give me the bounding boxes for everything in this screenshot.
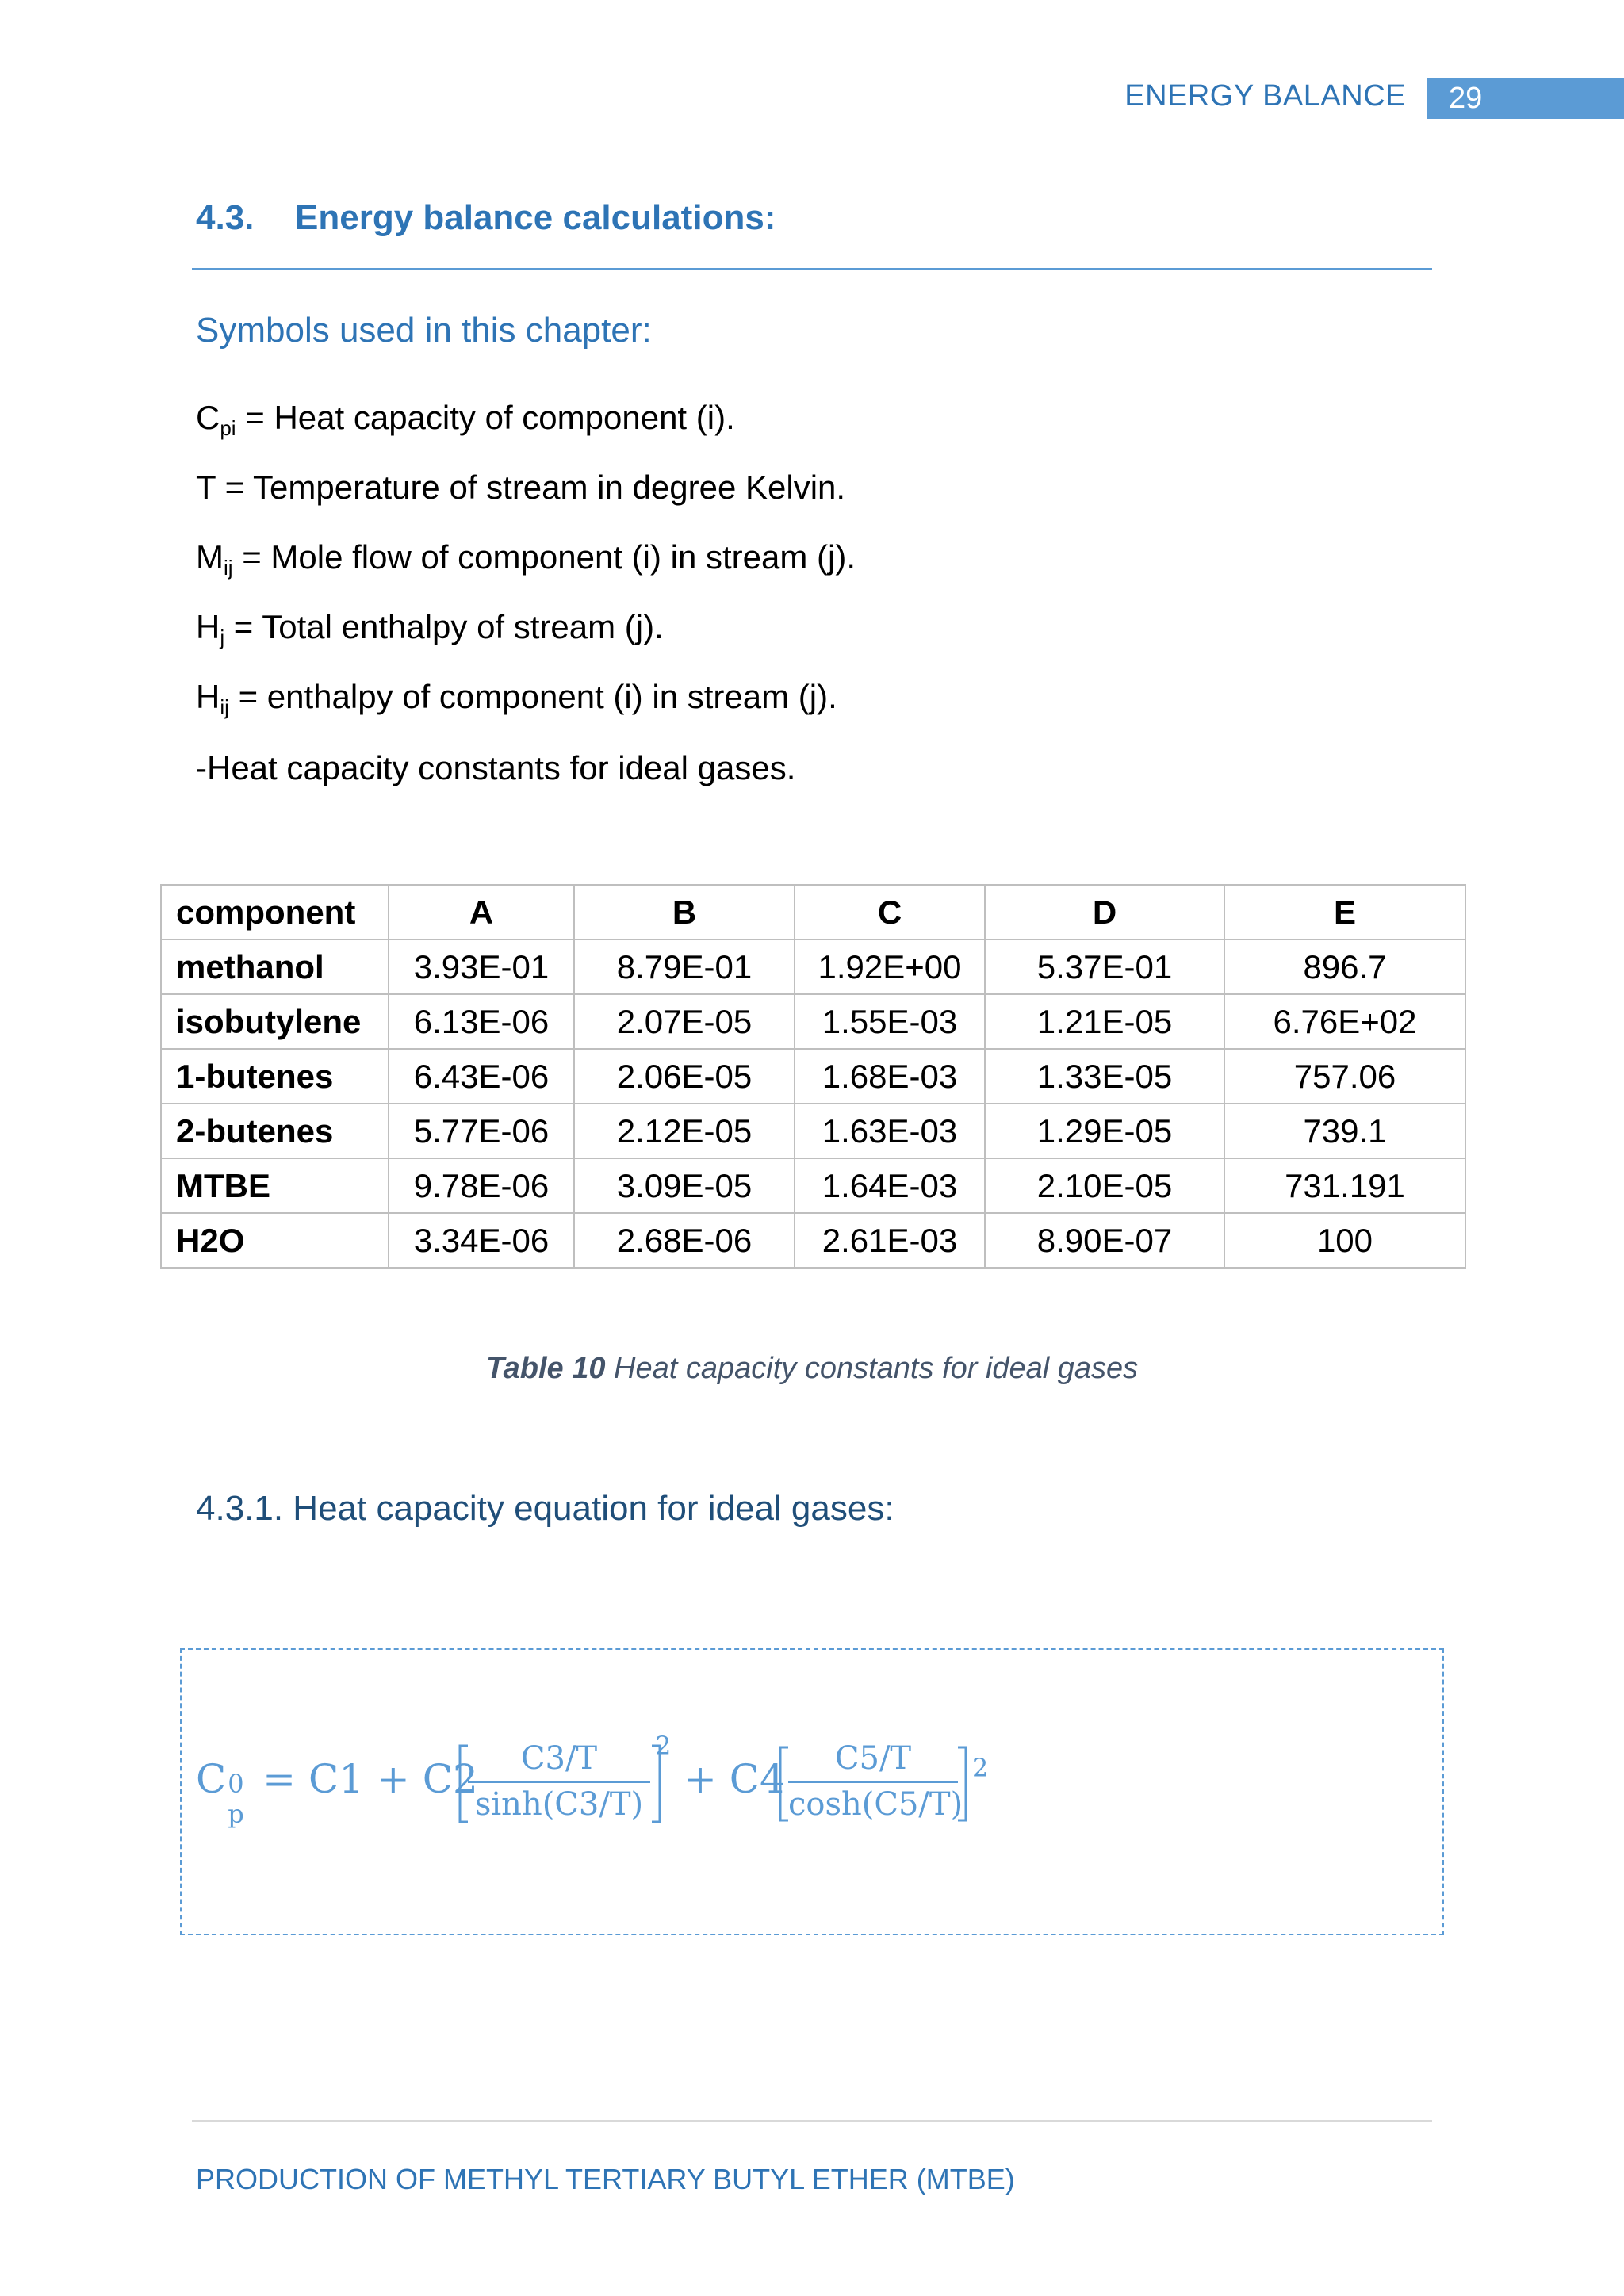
table-cell: 100 [1224, 1213, 1465, 1268]
definition-mij [196, 538, 856, 580]
table-cell: 757.06 [1224, 1049, 1465, 1104]
table-header-row [161, 885, 1465, 939]
table-cell: 1.64E-03 [795, 1158, 985, 1213]
equation-symbol: C [196, 1756, 227, 1802]
equation-subscript: p [228, 1799, 244, 1829]
table-cell: 2-butenes [161, 1104, 389, 1158]
table-cell: 2.07E-05 [574, 994, 795, 1049]
table-cell: MTBE [161, 1158, 389, 1213]
table-cell: 2.10E-05 [985, 1158, 1224, 1213]
table-cell: 9.78E-06 [389, 1158, 574, 1213]
fraction-numerator: C5/T [788, 1740, 958, 1783]
table-row [161, 994, 1465, 1049]
symbols-heading: Symbols used in this chapter: [196, 311, 652, 350]
fraction-denominator: sinh(C3/T) [474, 1786, 644, 1823]
definition-t [196, 469, 845, 507]
definition-cpi [196, 399, 735, 440]
definition-subscript: ij [220, 695, 229, 719]
equation-exponent-1: 2 [655, 1731, 672, 1761]
table-cell: 2.06E-05 [574, 1049, 795, 1104]
table-cell: 1.63E-03 [795, 1104, 985, 1158]
running-header-title: ENERGY BALANCE [1124, 79, 1406, 113]
table-cell: 1.68E-03 [795, 1049, 985, 1104]
table-row [161, 1104, 1465, 1158]
table-cell: 6.43E-06 [389, 1049, 574, 1104]
definition-text: = enthalpy of component (i) in stream (j). [228, 678, 837, 715]
table-cell: 8.79E-01 [574, 939, 795, 994]
table-cell: 8.90E-07 [985, 1213, 1224, 1268]
table-cell: 739.1 [1224, 1104, 1465, 1158]
definition-text: = Total enthalpy of stream (j). [224, 608, 664, 645]
table-cell: methanol [161, 939, 389, 994]
table-row [161, 1158, 1465, 1213]
table-cell: 2.12E-05 [574, 1104, 795, 1158]
running-footer: PRODUCTION OF METHYL TERTIARY BUTYL ETHER (MTBE) [196, 2163, 1015, 2195]
table-cell: 1-butenes [161, 1049, 389, 1104]
table-cell: 6.76E+02 [1224, 994, 1465, 1049]
equation-term-2: + C4 [684, 1756, 785, 1802]
heading-divider [192, 268, 1432, 270]
page-number-badge: 29 [1427, 78, 1624, 119]
definition-note [196, 749, 795, 787]
definition-text: = Mole flow of component (i) in stream (j). [232, 538, 856, 576]
table-cell: 731.191 [1224, 1158, 1465, 1213]
definition-symbol: M [196, 538, 224, 576]
table-cell: H2O [161, 1213, 389, 1268]
section-heading [196, 198, 776, 238]
equation-fraction-2 [788, 1740, 963, 1823]
fraction-numerator: C3/T [468, 1740, 650, 1783]
table-cell: 3.09E-05 [574, 1158, 795, 1213]
table-cell: 1.92E+00 [795, 939, 985, 994]
definition-symbol: T [196, 469, 216, 506]
definition-symbol: H [196, 678, 220, 715]
footer-divider [192, 2120, 1432, 2122]
definition-symbol: C [196, 399, 220, 436]
table-cell: 5.77E-06 [389, 1104, 574, 1158]
section-title: Energy balance calculations: [295, 198, 776, 237]
table-cell: 2.68E-06 [574, 1213, 795, 1268]
table-cell: 1.21E-05 [985, 994, 1224, 1049]
definition-subscript: ij [224, 556, 233, 580]
definition-symbol: H [196, 608, 220, 645]
equation-fraction-1 [468, 1740, 650, 1823]
definition-text: -Heat capacity constants for ideal gases. [196, 749, 796, 786]
definition-text: = Heat capacity of component (i). [236, 399, 735, 436]
equation-term: = C1 + C2 [250, 1756, 478, 1802]
table-cell: 3.34E-06 [389, 1213, 574, 1268]
heat-capacity-table [160, 884, 1466, 1269]
table-header-cell: E [1224, 885, 1465, 939]
table-cell: 2.61E-03 [795, 1213, 985, 1268]
definition-subscript: j [220, 626, 225, 649]
table-row [161, 939, 1465, 994]
definition-subscript: pi [220, 416, 236, 440]
table-cell: 1.55E-03 [795, 994, 985, 1049]
table-header-cell: C [795, 885, 985, 939]
table-cell: 1.29E-05 [985, 1104, 1224, 1158]
subsection-heading: 4.3.1. Heat capacity equation for ideal gases: [196, 1489, 894, 1528]
equation-exponent-2: 2 [972, 1753, 989, 1783]
table-cell: 1.33E-05 [985, 1049, 1224, 1104]
table-header-cell: A [389, 885, 574, 939]
definition-hj [196, 608, 664, 649]
equation-superscript: 0 [228, 1769, 244, 1799]
table-cell: 3.93E-01 [389, 939, 574, 994]
table-header-cell: D [985, 885, 1224, 939]
table-cell: 896.7 [1224, 939, 1465, 994]
table-caption [0, 1352, 1624, 1386]
table-cell: 5.37E-01 [985, 939, 1224, 994]
table-cell: isobutylene [161, 994, 389, 1049]
definition-text: = Temperature of stream in degree Kelvin. [215, 469, 846, 506]
table-row [161, 1213, 1465, 1268]
equation-lhs [196, 1756, 478, 1829]
fraction-denominator: cosh(C5/T) [788, 1786, 963, 1823]
table-row [161, 1049, 1465, 1104]
definition-hij [196, 678, 837, 719]
caption-label: Table 10 [485, 1352, 606, 1385]
table-header-cell: component [161, 885, 389, 939]
caption-text: Heat capacity constants for ideal gases [605, 1352, 1139, 1385]
table-header-cell: B [574, 885, 795, 939]
table-cell: 6.13E-06 [389, 994, 574, 1049]
section-number: 4.3. [196, 198, 255, 237]
